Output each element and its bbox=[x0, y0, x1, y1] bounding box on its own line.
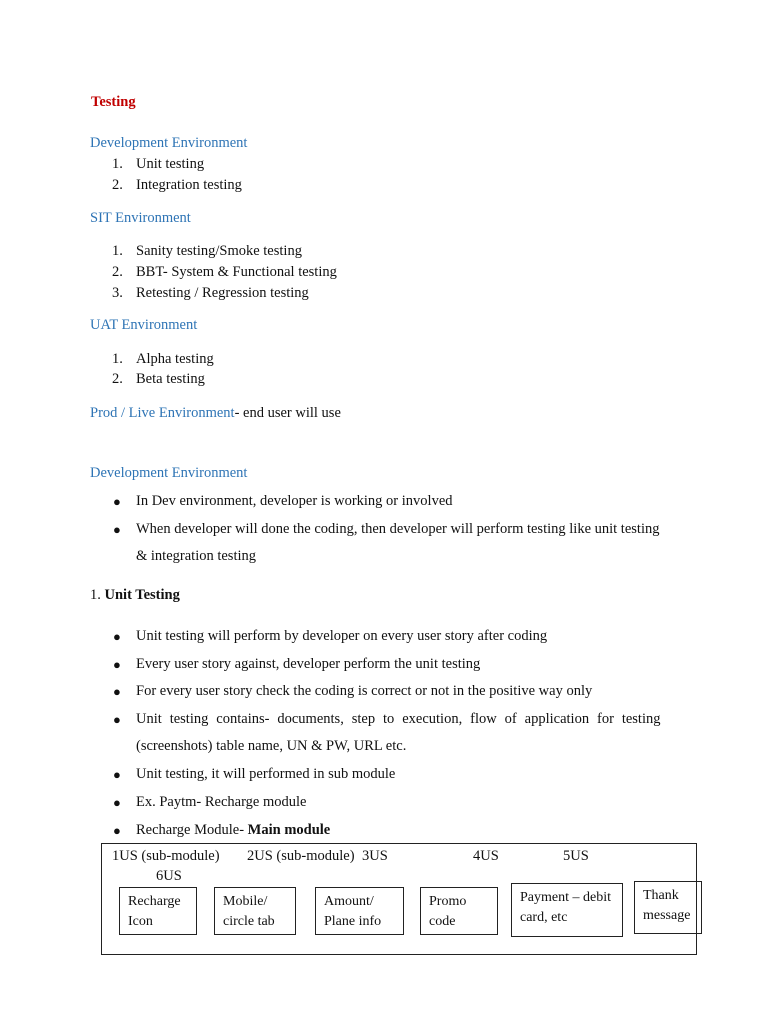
diagram-label: 1US (sub-module) bbox=[112, 848, 220, 864]
bullet-item: In Dev environment, developer is working or involved bbox=[136, 493, 453, 509]
bullet-item: For every user story check the coding is correct or not in the positive way only bbox=[136, 683, 593, 699]
section-heading-sit: SIT Environment bbox=[90, 210, 191, 226]
main-module-label: Main module bbox=[247, 822, 331, 838]
page-title: Testing bbox=[91, 94, 136, 110]
list-number: 1. bbox=[112, 156, 123, 172]
section-heading-dev-details: Development Environment bbox=[90, 465, 248, 481]
prod-suffix: - end user will use bbox=[234, 405, 341, 421]
module-box bbox=[119, 887, 197, 935]
bullet-item-continuation: & integration testing bbox=[136, 548, 257, 564]
box-line: code bbox=[429, 914, 456, 929]
box-line: message bbox=[643, 908, 691, 923]
list-item: Alpha testing bbox=[136, 351, 214, 367]
box-line: card, etc bbox=[520, 910, 568, 925]
bullet-icon: ● bbox=[113, 712, 121, 727]
diagram-label: 6US bbox=[156, 868, 182, 884]
box-line: Promo bbox=[429, 894, 467, 909]
diagram-label: 2US (sub-module) bbox=[247, 848, 355, 864]
module-box bbox=[315, 887, 404, 935]
diagram-label: 4US bbox=[473, 848, 499, 864]
box-line: Amount/ bbox=[324, 894, 374, 909]
bullet-icon: ● bbox=[113, 684, 121, 699]
list-number: 2. bbox=[112, 371, 123, 387]
list-number: 3. bbox=[112, 285, 123, 301]
bullet-item: Unit testing, it will performed in sub module bbox=[136, 766, 396, 782]
bullet-icon: ● bbox=[113, 629, 121, 644]
module-box bbox=[634, 881, 702, 934]
bullet-icon: ● bbox=[113, 823, 121, 838]
bullet-icon: ● bbox=[113, 657, 121, 672]
bullet-item: Unit testing contains- documents, step to execution, flow of application for testing bbox=[136, 711, 661, 727]
bullet-item-continuation: (screenshots) table name, UN & PW, URL etc. bbox=[136, 738, 407, 754]
box-line: Icon bbox=[128, 914, 153, 929]
box-line: Mobile/ bbox=[223, 894, 268, 909]
list-item: Retesting / Regression testing bbox=[136, 285, 309, 301]
list-number: 1. bbox=[112, 243, 123, 259]
section-heading-dev: Development Environment bbox=[90, 135, 248, 151]
list-item: Sanity testing/Smoke testing bbox=[136, 243, 302, 259]
list-number: 1. bbox=[112, 351, 123, 367]
bullet-icon: ● bbox=[113, 767, 121, 782]
bullet-icon: ● bbox=[113, 494, 121, 509]
bullet-icon: ● bbox=[113, 795, 121, 810]
module-box bbox=[511, 883, 623, 937]
box-line: Recharge bbox=[128, 894, 181, 909]
list-item: Beta testing bbox=[136, 371, 205, 387]
section-heading-uat: UAT Environment bbox=[90, 317, 198, 333]
unit-testing-heading bbox=[90, 588, 180, 603]
prod-line bbox=[90, 406, 341, 421]
bullet-item: When developer will done the coding, then developer will perform testing like unit testing bbox=[136, 521, 660, 537]
prod-heading: Prod / Live Environment bbox=[90, 405, 235, 421]
box-line: circle tab bbox=[223, 914, 275, 929]
heading-text: Unit Testing bbox=[104, 587, 180, 603]
list-number: 2. bbox=[112, 177, 123, 193]
bullet-item: Ex. Paytm- Recharge module bbox=[136, 794, 307, 810]
box-line: Payment – debit bbox=[520, 890, 611, 905]
bullet-text: Recharge Module- bbox=[136, 822, 245, 838]
bullet-item: Every user story against, developer perform the unit testing bbox=[136, 656, 481, 672]
list-item: Unit testing bbox=[136, 156, 205, 172]
diagram-label: 3US bbox=[362, 848, 388, 864]
diagram-label: 5US bbox=[563, 848, 589, 864]
box-line: Plane info bbox=[324, 914, 382, 929]
bullet-icon: ● bbox=[113, 522, 121, 537]
module-box bbox=[214, 887, 296, 935]
heading-number: 1. bbox=[90, 587, 101, 603]
list-number: 2. bbox=[112, 264, 123, 280]
list-item: BBT- System & Functional testing bbox=[136, 264, 337, 280]
bullet-item bbox=[136, 823, 330, 838]
box-line: Thank bbox=[643, 888, 679, 903]
list-item: Integration testing bbox=[136, 177, 242, 193]
bullet-item: Unit testing will perform by developer on every user story after coding bbox=[136, 628, 548, 644]
module-box bbox=[420, 887, 498, 935]
